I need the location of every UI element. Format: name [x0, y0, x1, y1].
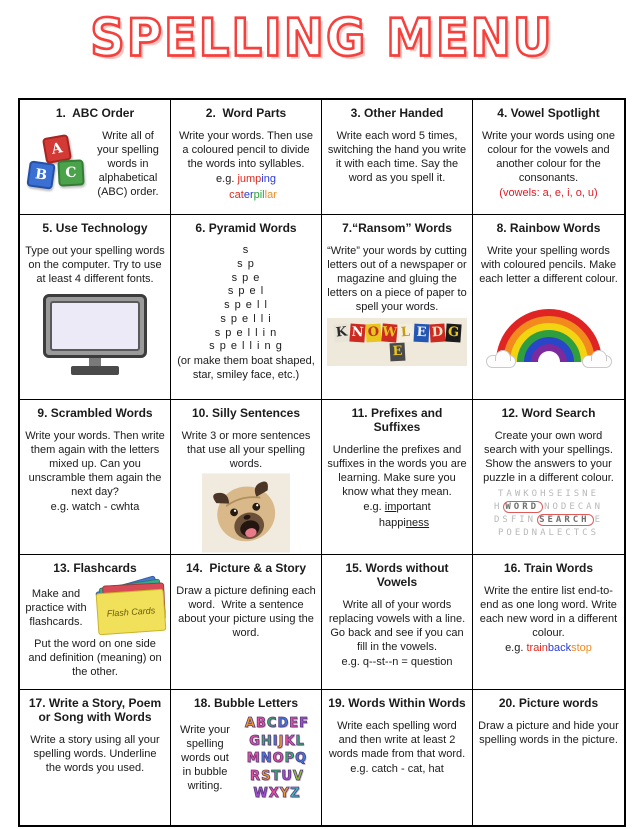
cell-title: 14. Picture & a Story	[185, 561, 307, 575]
example-text: e.g. q--st--n = question	[341, 656, 453, 669]
flashcards-image	[87, 579, 165, 637]
cell-title: 16. Train Words	[503, 561, 594, 575]
block-a: A	[42, 134, 72, 164]
pug-photo	[202, 473, 290, 553]
cell-body: Underline the prefixes and suffixes in the words you are learning. Make sure you know what they mean.	[327, 444, 470, 499]
pyramid-line: s p e l l i	[220, 312, 272, 325]
cell-title: 17. Write a Story, Poem or Song with Words	[28, 696, 165, 724]
cell-body: “Write” your words by cutting letters out of a newspaper or magazine and gluing the letters on a piece of paper to spell your words.	[327, 245, 470, 314]
cell-title: 5. Use Technology	[42, 221, 148, 235]
cell-bubble-letters	[171, 690, 322, 825]
example-word-2: caterpillar	[229, 188, 277, 201]
cloud-icon	[582, 355, 612, 368]
bubble-alphabet-image: ABCDEF GHIJKL MNOPQ RSTUV WXYZ	[244, 716, 310, 802]
cell-title: 1. ABC Order	[55, 106, 135, 120]
cell-scrambled-words	[20, 400, 171, 555]
example-word-1: e.g. trainbackstop	[505, 642, 592, 655]
cell-title: 12. Word Search	[501, 406, 596, 420]
cell-title: 10. Silly Sentences	[191, 406, 301, 420]
activities-table	[18, 98, 626, 827]
cell-body: Create your own word search with your spellings. Show the answers to your puzzle in a different colour.	[483, 430, 617, 485]
cell-vowel-spotlight	[473, 100, 624, 215]
pyramid-line: s p	[237, 257, 255, 270]
cell-word-parts	[171, 100, 322, 215]
cell-body-2: Put the word on one side and definition (meaning) on the other.	[28, 638, 165, 679]
cell-silly-sentences	[171, 400, 322, 555]
example-word-1: e.g. jumping	[216, 173, 276, 186]
cell-body: Write your spelling words with coloured pencils. Make each letter a different colour.	[479, 245, 620, 286]
cell-body: Write your words. Then write them again with the letters mixed up. Can you unscramble them again the next day?	[25, 430, 168, 499]
cell-abc-order	[20, 100, 171, 215]
cell-title: 6. Pyramid Words	[195, 221, 297, 235]
cell-body: Write each word 5 times, switching the hand you write it with each time. Say the word as you spell it.	[327, 130, 470, 185]
pyramid-line: s	[242, 244, 250, 256]
cell-body: Make and practice with flashcards.	[25, 587, 90, 629]
cell-body: Type out your spelling words on the computer. Try to use at least 4 different fonts.	[25, 245, 168, 286]
cell-body: Write each spelling word and then write at least 2 words made from that word.	[328, 720, 466, 761]
example-word-1: e.g. important	[363, 501, 431, 514]
cell-train-words	[473, 555, 624, 690]
cell-title: 19. Words Within Words	[328, 696, 466, 710]
cell-words-without-vowels	[322, 555, 473, 690]
block-b: B	[26, 161, 55, 190]
cell-rainbow-words	[473, 215, 624, 400]
cell-body: Write 3 or more sentences that use all your spelling words.	[181, 430, 314, 471]
cell-body: Write your words using one colour for the vowels and another colour for the consonants.	[481, 130, 619, 185]
cell-picture-words	[473, 690, 624, 825]
computer-icon	[43, 294, 147, 380]
ransom-knowledge-image: K N O W L E D GE	[327, 318, 467, 366]
cell-title: 2. Word Parts	[205, 106, 287, 120]
cell-title: 9. Scrambled Words	[37, 406, 153, 420]
pyramid-line: s p e l l	[224, 299, 268, 311]
cell-body: Write a story using all your spelling words. Underline the words you used.	[30, 734, 163, 775]
word-search-image: TAWKOHSEISNE H WORD NODECAN DSFIN SEARCH E POEDNALECTCS	[493, 489, 604, 539]
cell-title: 18. Bubble Letters	[193, 696, 299, 710]
cell-other-handed	[322, 100, 473, 215]
flashcard-front: Flash Cards	[96, 589, 167, 636]
example-word-2: happiness	[378, 516, 430, 529]
cell-title: 11. Prefixes and Suffixes	[351, 406, 446, 434]
page-title: SPELLING MENU	[90, 7, 554, 69]
cell-body: Draw a picture and hide your spelling words in the picture.	[478, 720, 622, 747]
cell-title: 20. Picture words	[498, 696, 599, 710]
cell-picture-and-story	[171, 555, 322, 690]
cell-title: 4. Vowel Spotlight	[497, 106, 600, 120]
cell-ransom-words	[322, 215, 473, 400]
pyramid-note: (or make them boat shaped, star, smiley face, etc.)	[177, 355, 318, 382]
cell-word-search	[473, 400, 624, 555]
cell-use-technology	[20, 215, 171, 400]
cell-body: Write all of your spelling words in alphabetical (ABC) order.	[97, 130, 162, 199]
cell-flashcards	[20, 555, 171, 690]
cell-title: 3. Other Handed	[350, 106, 444, 120]
cell-body: Write your spelling words out in bubble writing.	[180, 723, 234, 793]
pyramid-line: s p e	[231, 271, 261, 284]
abc-blocks-icon	[25, 135, 87, 193]
cell-body: Write all of your words replacing vowels with a line. Go back and see if you can fill in the vowels.	[328, 599, 469, 654]
vowels-note: (vowels: a, e, i, o, u)	[499, 187, 598, 200]
rainbow-image	[484, 302, 614, 372]
cell-words-within-words	[322, 690, 473, 825]
cell-prefixes-suffixes	[322, 400, 473, 555]
cell-title: 7.“Ransom” Words	[342, 221, 452, 235]
cell-pyramid-words	[171, 215, 322, 400]
pyramid-line: s p e l l i n	[214, 326, 278, 339]
cell-body: Draw a picture defining each word. Write a sentence about your picture using the word.	[176, 585, 319, 640]
example-text: e.g. catch - cat, hat	[350, 763, 444, 776]
example-text: e.g. watch - cwhta	[50, 501, 140, 514]
cell-title: 15. Words without Vowels	[345, 561, 452, 589]
cell-story-poem-song	[20, 690, 171, 825]
cell-body: Write your words. Then use a coloured pencil to divide the words into syllables.	[178, 130, 317, 171]
cloud-icon	[486, 355, 516, 368]
pyramid-line: s p e l	[227, 285, 265, 298]
pyramid-line: s p e l l i n g	[209, 340, 283, 353]
cell-title: 13. Flashcards	[53, 561, 137, 575]
cell-body: Write the entire list end-to-end as one long word. Write each new word in a different colour.	[479, 585, 621, 640]
block-c: C	[57, 160, 84, 187]
cell-title: 8. Rainbow Words	[496, 221, 601, 235]
